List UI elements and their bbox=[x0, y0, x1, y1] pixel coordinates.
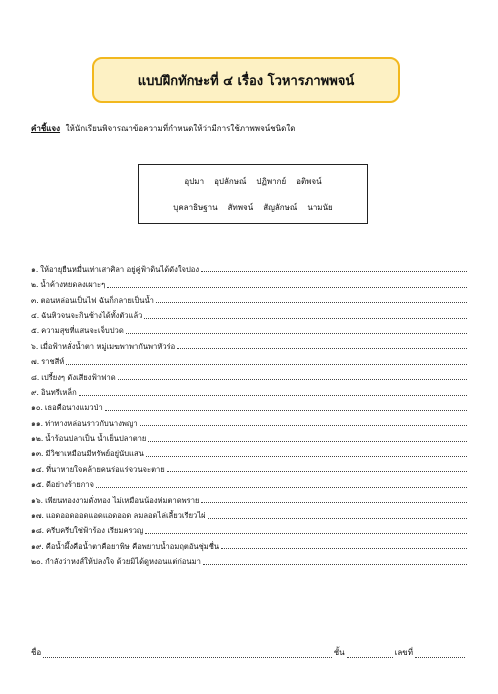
question-number: ๙. bbox=[31, 387, 39, 397]
student-info-footer bbox=[31, 646, 467, 659]
answer-line[interactable] bbox=[144, 318, 467, 319]
answer-line[interactable] bbox=[96, 487, 467, 488]
question-item bbox=[31, 320, 467, 335]
name-field[interactable] bbox=[43, 657, 331, 658]
answer-line[interactable] bbox=[177, 348, 467, 349]
answer-line[interactable] bbox=[107, 287, 467, 288]
question-text: อินทรีเหล็ก bbox=[40, 387, 77, 397]
answer-line[interactable] bbox=[201, 502, 467, 503]
answer-line[interactable] bbox=[201, 271, 467, 272]
question-number: ๑๑. bbox=[31, 418, 44, 428]
question-text: แอดออดออดแอดแอดออด ลมลอดไล่เลี้ยวเรียวไผ่ bbox=[45, 511, 206, 521]
question-number: ๓. bbox=[31, 295, 39, 305]
word-bank-term: บุคลาธิษฐาน bbox=[173, 203, 218, 212]
question-number: ๔. bbox=[31, 310, 40, 320]
question-number: ๑๒. bbox=[31, 434, 44, 444]
question-item bbox=[31, 258, 467, 273]
answer-line[interactable] bbox=[203, 564, 467, 565]
question-text: ฉันหิวจนจะกินช้างได้ทั้งตัวแล้ว bbox=[41, 310, 143, 320]
question-list bbox=[31, 258, 467, 566]
question-item bbox=[31, 381, 467, 396]
question-text: น้ำร้อนปลาเป็น น้ำเย็นปลาตาย bbox=[45, 434, 147, 444]
question-text: น้ำค้างหยดลงเผาะๆ bbox=[40, 280, 106, 290]
word-bank-term: สัทพจน์ bbox=[227, 203, 254, 212]
question-item bbox=[31, 489, 467, 504]
answer-line[interactable] bbox=[208, 518, 467, 519]
instruction-line bbox=[31, 122, 471, 135]
question-item bbox=[31, 473, 467, 488]
class-label: ชั้น bbox=[333, 648, 345, 657]
worksheet-title-box bbox=[92, 57, 400, 103]
question-item bbox=[31, 366, 467, 381]
answer-line[interactable] bbox=[126, 333, 467, 334]
question-number: ๘. bbox=[31, 372, 40, 382]
question-number: ๑๘. bbox=[31, 526, 45, 536]
question-item bbox=[31, 535, 467, 550]
question-number: ๑๗. bbox=[31, 511, 44, 521]
question-item bbox=[31, 458, 467, 473]
question-number: ๑๓. bbox=[31, 449, 44, 459]
question-number: ๗. bbox=[31, 357, 40, 367]
instruction-label: คำชี้แจง bbox=[31, 124, 61, 133]
question-text: ที่นาหายใจคล้ายคนร่อแร่จวนจะตาย bbox=[45, 464, 165, 474]
question-number: ๑๖. bbox=[31, 495, 44, 505]
question-text: ท่าทางหล่อนราวกับนางพญา bbox=[45, 418, 138, 428]
question-number: ๒๐. bbox=[31, 557, 44, 567]
question-text: มีวิชาเหมือนมีทรัพย์อยู่นับแสน bbox=[45, 449, 144, 459]
word-bank-term: อุปลักษณ์ bbox=[214, 177, 247, 186]
question-item bbox=[31, 443, 467, 458]
answer-line[interactable] bbox=[79, 395, 467, 396]
question-number: ๑๕. bbox=[31, 480, 44, 490]
answer-line[interactable] bbox=[105, 410, 467, 411]
question-item bbox=[31, 304, 467, 319]
question-number: ๖. bbox=[31, 341, 39, 351]
question-text: ความสุขที่แสนจะเจ็บปวด bbox=[41, 326, 124, 336]
question-number: ๑๔. bbox=[31, 464, 44, 474]
question-item bbox=[31, 550, 467, 565]
question-text: เพียนทองงามดั่งทอง ไม่เหมือนน้องห่มตาดพราย bbox=[45, 495, 200, 505]
question-number: ๒. bbox=[31, 280, 39, 290]
answer-line[interactable] bbox=[148, 441, 467, 442]
question-number: ๑. bbox=[31, 264, 39, 274]
word-bank-term: อติพจน์ bbox=[296, 177, 322, 186]
worksheet-title: แบบฝึกทักษะที่ ๔ เรื่อง โวหารภาพพจน์ bbox=[137, 73, 355, 89]
question-text: เมื่อฟ้าหลั่งน้ำตา หมู่เมฆพาพากันพาหัวร่อ bbox=[40, 341, 176, 351]
answer-line[interactable] bbox=[146, 456, 467, 457]
question-item bbox=[31, 397, 467, 412]
number-field[interactable] bbox=[415, 657, 465, 658]
question-text: ราชสีห์ bbox=[41, 357, 65, 367]
word-bank-box bbox=[138, 164, 368, 224]
question-text: ให้อายุยืนหมื่นเท่าเสาศิลา อยู่คู่ฟ้าดินได้ดังใจปอง bbox=[40, 264, 200, 274]
question-item bbox=[31, 335, 467, 350]
question-item bbox=[31, 504, 467, 519]
question-number: ๑๐. bbox=[31, 403, 43, 413]
question-item bbox=[31, 289, 467, 304]
answer-line[interactable] bbox=[221, 548, 467, 549]
question-text: เปรี้ยงๆ ดังเสียงฟ้าฟาด bbox=[41, 372, 116, 382]
question-item bbox=[31, 427, 467, 442]
answer-line[interactable] bbox=[66, 364, 467, 365]
number-label: เลขที่ bbox=[394, 648, 413, 657]
question-text: ดีอย่างร้ายกาจ bbox=[45, 480, 95, 490]
question-item bbox=[31, 520, 467, 535]
word-bank-term: นามนัย bbox=[307, 203, 333, 212]
word-bank-term: ปฏิพากย์ bbox=[256, 177, 287, 186]
question-text: คือน้ำผึ้งคือน้ำตาคือยาพิษ คือพยาบน้ำอมฤตอันชุ่มชื่น bbox=[45, 541, 220, 551]
question-item bbox=[31, 273, 467, 288]
question-text: กำลังว่าหงส์ให้ปลงใจ ด้วยมิได้ดูหงอนแต่ก่อนมา bbox=[45, 557, 201, 567]
word-bank-row-2 bbox=[139, 201, 367, 214]
answer-line[interactable] bbox=[140, 425, 467, 426]
question-item bbox=[31, 350, 467, 365]
question-text: เธอคือนางแมวป่า bbox=[44, 403, 103, 413]
question-item bbox=[31, 412, 467, 427]
word-bank-term: อุปมา bbox=[184, 177, 205, 186]
word-bank-term: สัญลักษณ์ bbox=[263, 203, 298, 212]
name-label: ชื่อ bbox=[31, 648, 42, 657]
question-number: ๑๙. bbox=[31, 541, 44, 551]
class-field[interactable] bbox=[347, 657, 393, 658]
question-text: ตอนหล่อนเป็นไฟ ฉันก็กลายเป็นน้ำ bbox=[40, 295, 154, 305]
answer-line[interactable] bbox=[156, 302, 467, 303]
question-text: ครีบครีบใช่ฟ้าร้อง เรียมครวญ bbox=[46, 526, 144, 536]
answer-line[interactable] bbox=[167, 471, 467, 472]
instruction-text: ให้นักเรียนพิจารณาข้อความที่กำหนดให้ว่ามีการใช้ภาพพจน์ชนิดใด bbox=[65, 124, 296, 133]
answer-line[interactable] bbox=[118, 379, 467, 380]
word-bank-row-1 bbox=[139, 175, 367, 188]
question-number: ๕. bbox=[31, 326, 40, 336]
answer-line[interactable] bbox=[145, 533, 467, 534]
